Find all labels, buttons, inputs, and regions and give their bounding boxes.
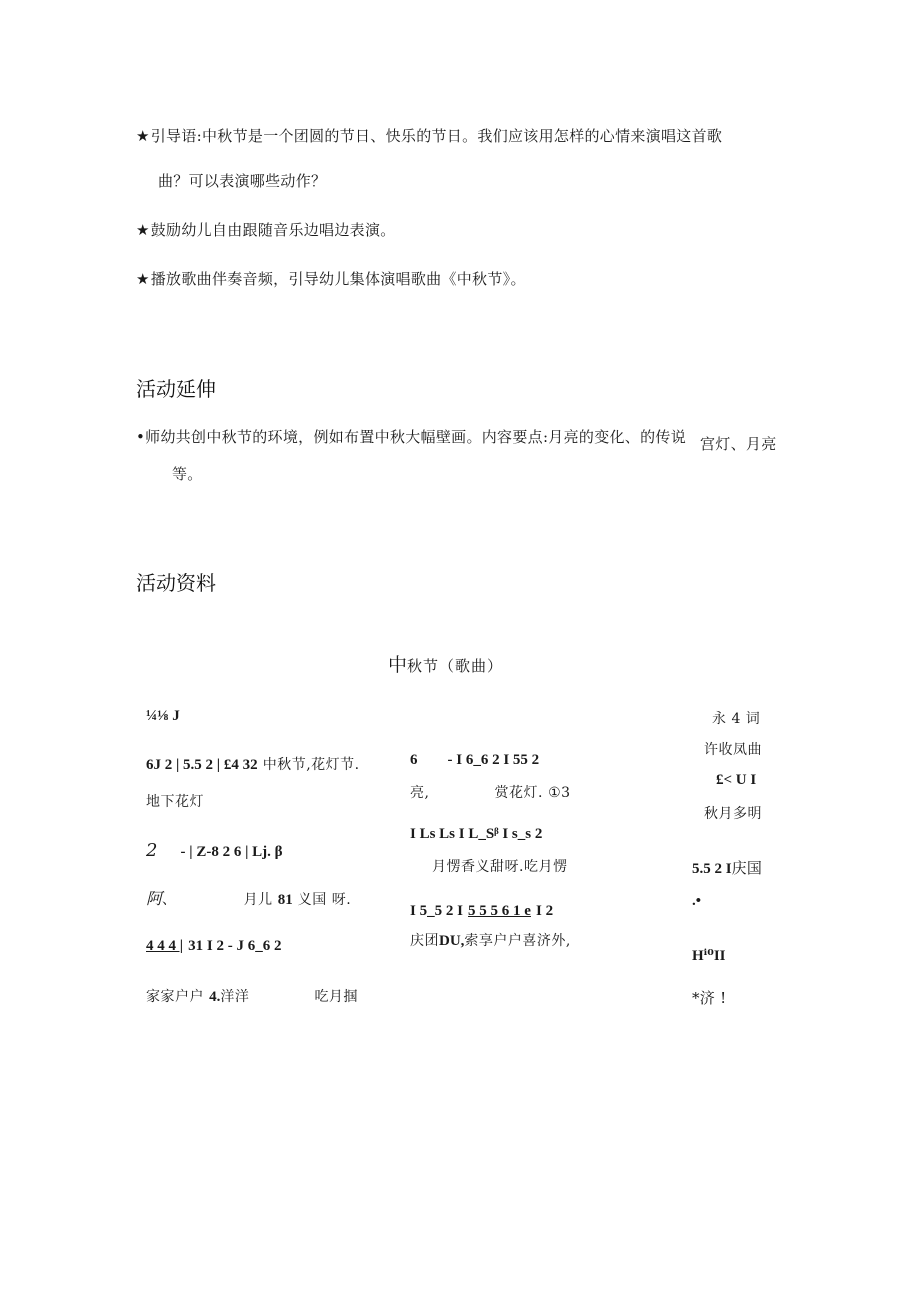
song-title-rest: 秋节（歌曲） xyxy=(407,657,504,675)
score-col2-lyric-1 xyxy=(410,782,571,802)
score-col2-notation-2: I Ls Ls I L_Sᵝ I s_s 2 xyxy=(410,826,543,842)
lyric: ①3 xyxy=(548,785,571,801)
intro-bullet-3 xyxy=(136,268,526,289)
score-key-signature: ¼⅛ J xyxy=(146,708,180,724)
score-col3-lyric-2: *济 ! xyxy=(692,989,727,1007)
extension-item-line-1: •师幼共创中秋节的环境，例如布置中秋大幅壁画。内容要点:月亮的变化、的传说 xyxy=(136,428,687,446)
notation: 31 I 2 - J 6_6 2 xyxy=(188,938,282,954)
score-col3-mark: .• xyxy=(692,893,702,909)
lyric: 洋洋 xyxy=(220,989,250,1005)
extension-heading: 活动延伸 xyxy=(136,377,216,401)
score-lyricist: 永 4 词 xyxy=(712,711,761,727)
lyric: 吃月掴 xyxy=(314,989,358,1005)
notation: 6J 2 | 5.5 2 | £4 32 xyxy=(146,757,258,773)
lyric: 庆国 xyxy=(731,859,763,877)
score-col1-lyric-3 xyxy=(146,986,358,1006)
lyric: 庆团 xyxy=(410,933,439,949)
score-col2-lyric-3 xyxy=(410,930,571,950)
lyric: 索享户户喜济外, xyxy=(464,933,571,949)
score-col1-row-1 xyxy=(146,754,360,774)
score-col2-lyric-2: 月愣香义甜呀.吃月愣 xyxy=(432,859,568,875)
lyric: 家家户户 xyxy=(146,989,204,1005)
extension-item-line-1-tail: 宫灯、月亮 xyxy=(700,435,777,453)
song-title-first-char: 中 xyxy=(388,654,408,676)
notation: I 5_5 2 I xyxy=(410,903,463,919)
notation-underlined: 4 4 4 | xyxy=(146,938,184,954)
score-col3-row-5 xyxy=(692,857,762,878)
notation: 5.5 2 I xyxy=(692,861,732,877)
materials-heading: 活动资料 xyxy=(136,571,216,595)
intro-bullet-2 xyxy=(136,219,396,240)
score-col2-notation-1: 6 - I 6_6 2 I 55 2 xyxy=(410,752,540,768)
score-col1-row-3 xyxy=(146,935,282,955)
lyric: 4. xyxy=(209,989,221,1005)
star-icon: ★ xyxy=(136,270,150,288)
lyric: 月儿 xyxy=(243,892,273,908)
lyric: 亮, xyxy=(410,785,430,801)
star-icon: ★ xyxy=(136,127,150,145)
score-composer: 许收凤曲 xyxy=(704,742,762,758)
lyric: 阿 xyxy=(146,889,163,908)
score-col3-notation-2: Hⁱ⁰II xyxy=(692,948,726,964)
intro-bullet-2-text: 鼓励幼儿自由跟随音乐边唱边表演。 xyxy=(150,221,396,239)
intro-bullet-1-continuation: 曲？可以表演哪些动作？ xyxy=(158,172,327,190)
intro-bullet-1-text: 引导语:中秋节是一个团圆的节日、快乐的节日。我们应该用怎样的心情来演唱这首歌 xyxy=(150,127,723,145)
intro-bullet-1 xyxy=(136,125,722,146)
lyric: 81 xyxy=(277,892,293,908)
score-col3-lyric-1: 秋月多明 xyxy=(704,806,762,822)
star-icon: ★ xyxy=(136,221,150,239)
notation: - | Z-8 2 6 | Lj. β xyxy=(180,844,283,860)
lyric: 、 xyxy=(162,892,177,908)
lyric: 中秋节,花灯节. xyxy=(262,757,360,773)
song-title xyxy=(388,650,503,677)
notation: I 2 xyxy=(536,903,554,919)
lyric: 义国 呀. xyxy=(297,892,352,908)
score-col2-notation-3 xyxy=(410,900,553,920)
notation-underlined: 5 5 5 6 1 e xyxy=(468,903,531,919)
lyric: DU, xyxy=(439,933,465,949)
score-col1-lyric-2 xyxy=(146,886,351,909)
lyric: 赏花灯. xyxy=(494,785,543,801)
extension-item-line-2: 等。 xyxy=(172,465,203,483)
score-col3-notation-1: £< U I xyxy=(716,772,757,788)
score-col1-row-2 xyxy=(146,840,283,861)
intro-bullet-3-text: 播放歌曲伴奏音频，引导幼儿集体演唱歌曲《中秋节》。 xyxy=(150,270,526,288)
notation-number: 2 xyxy=(146,840,158,861)
score-col1-lyric-1b: 地下花灯 xyxy=(146,794,204,810)
